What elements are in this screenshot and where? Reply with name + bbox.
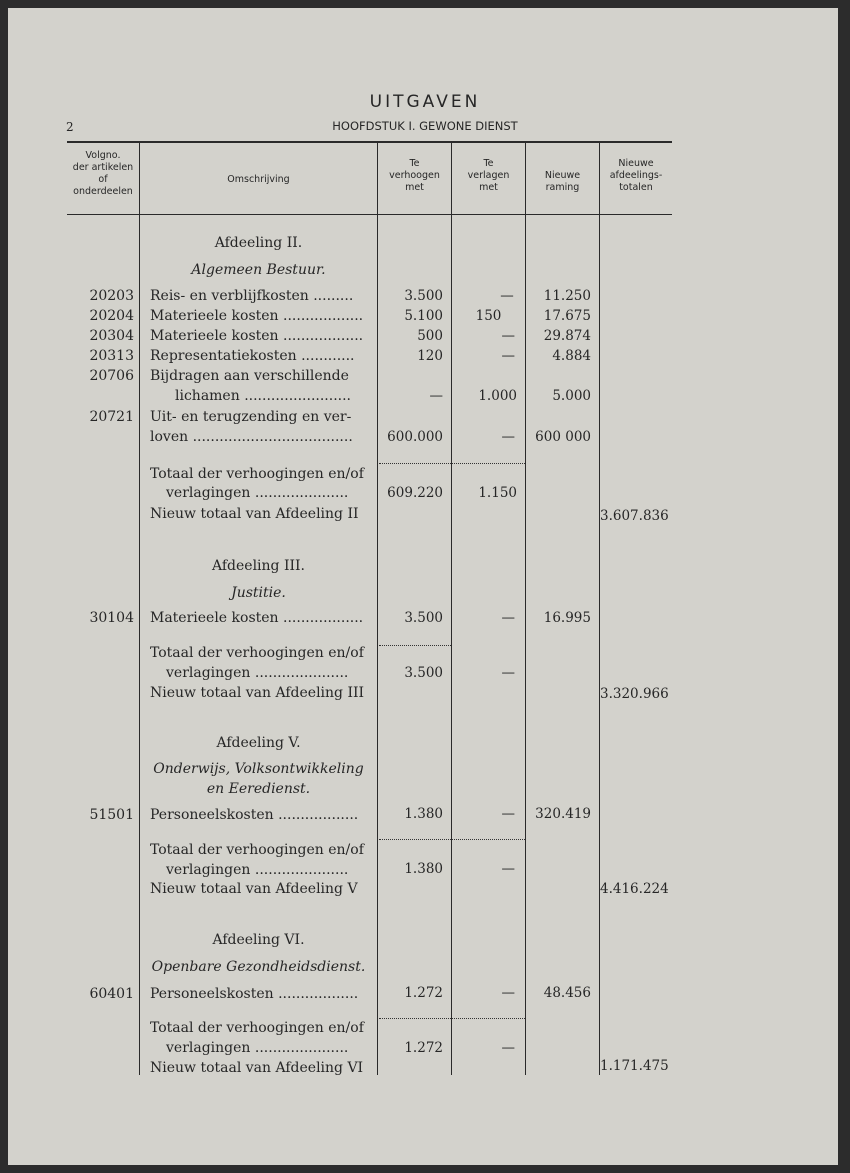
total-increase: 1.272 bbox=[404, 1040, 443, 1056]
total-decrease: 1.150 bbox=[478, 485, 517, 501]
header-decrease: Te verlagen met bbox=[467, 158, 510, 193]
total-decrease: — bbox=[501, 1040, 515, 1056]
total-increase: 1.380 bbox=[404, 861, 443, 877]
new-estimate-value: 5.000 bbox=[552, 388, 591, 404]
increase-value: 120 bbox=[417, 348, 443, 364]
increase-value: 1.380 bbox=[404, 806, 443, 822]
new-estimate-value: 320.419 bbox=[535, 806, 591, 822]
decrease-value: — bbox=[501, 429, 515, 445]
new-section-total: 1.171.475 bbox=[600, 1058, 669, 1074]
section-heading: Afdeeling III. bbox=[211, 558, 305, 574]
header-increase: Te verhoogen met bbox=[389, 158, 440, 193]
new-total-label: Nieuw totaal van Afdeeling V bbox=[150, 881, 358, 897]
column-divider bbox=[377, 215, 378, 1075]
item-description: Personeelskosten .................. bbox=[150, 986, 359, 1002]
section-heading: Afdeeling II. bbox=[214, 235, 303, 251]
new-estimate-value: 600 000 bbox=[535, 429, 591, 445]
new-estimate-value: 16.995 bbox=[543, 610, 591, 626]
new-estimate-value: 29.874 bbox=[543, 328, 591, 344]
section-subheading: Onderwijs, Volksontwikkeling bbox=[153, 761, 364, 777]
section-subheading: Algemeen Bestuur. bbox=[191, 262, 326, 278]
article-number: 20204 bbox=[89, 308, 134, 324]
article-number: 20203 bbox=[89, 288, 134, 304]
section-heading: Afdeeling V. bbox=[216, 735, 301, 751]
article-number: 20706 bbox=[89, 368, 134, 384]
header-bottom-rule bbox=[67, 214, 672, 215]
increase-value: 3.500 bbox=[404, 610, 443, 626]
decrease-value: — bbox=[501, 610, 515, 626]
new-total-label: Nieuw totaal van Afdeeling III bbox=[150, 685, 365, 701]
column-divider bbox=[451, 215, 452, 1075]
article-number: 60401 bbox=[89, 986, 134, 1002]
decrease-value: — bbox=[501, 348, 515, 364]
new-section-total: 3.320.966 bbox=[600, 686, 669, 702]
table-top-rule bbox=[67, 141, 672, 143]
new-total-label: Nieuw totaal van Afdeeling VI bbox=[150, 1060, 364, 1076]
total-label: Totaal der verhoogingen en/of bbox=[150, 645, 364, 661]
page-title: UITGAVEN bbox=[369, 92, 481, 112]
total-label-cont: verlagingen ..................... bbox=[166, 1040, 349, 1056]
increase-value: — bbox=[429, 388, 443, 404]
total-label: Totaal der verhoogingen en/of bbox=[150, 842, 364, 858]
article-number: 30104 bbox=[89, 610, 134, 626]
new-estimate-value: 17.675 bbox=[543, 308, 591, 324]
sum-line bbox=[379, 645, 451, 646]
new-total-label: Nieuw totaal van Afdeeling II bbox=[150, 506, 359, 522]
new-section-total: 3.607.836 bbox=[600, 508, 669, 524]
column-divider bbox=[525, 215, 526, 1075]
total-label-cont: verlagingen ..................... bbox=[166, 862, 349, 878]
increase-value: 5.100 bbox=[404, 308, 443, 324]
item-description: Reis- en verblijfkosten ......... bbox=[150, 288, 354, 304]
decrease-value: 1.000 bbox=[478, 388, 517, 404]
article-number: 20721 bbox=[89, 409, 134, 425]
decrease-value: — bbox=[501, 328, 515, 344]
item-description: Representatiekosten ............ bbox=[150, 348, 355, 364]
section-heading: Afdeeling VI. bbox=[212, 932, 305, 948]
article-number: 20313 bbox=[89, 348, 134, 364]
sum-line bbox=[379, 839, 525, 840]
header-new-totals: Nieuwe afdeelings- totalen bbox=[609, 158, 663, 193]
item-description: Materieele kosten .................. bbox=[150, 610, 364, 626]
decrease-value: — bbox=[501, 985, 515, 1001]
section-subheading: Openbare Gezondheidsdienst. bbox=[151, 959, 366, 975]
header-description: Omschrijving bbox=[227, 174, 290, 185]
total-label: Totaal der verhoogingen en/of bbox=[150, 1020, 364, 1036]
item-description: Personeelskosten .................. bbox=[150, 807, 359, 823]
total-label-cont: verlagingen ..................... bbox=[166, 485, 349, 501]
header-article-number: Volgno. der artikelen of onderdeelen bbox=[72, 150, 134, 197]
increase-value: 1.272 bbox=[404, 985, 443, 1001]
item-description: Bijdragen aan verschillende bbox=[150, 368, 349, 384]
item-description: Materieele kosten .................. bbox=[150, 308, 364, 324]
page-number: 2 bbox=[66, 120, 74, 134]
header-new-estimate: Nieuwe raming bbox=[544, 170, 581, 193]
sum-line bbox=[379, 463, 525, 464]
increase-value: 3.500 bbox=[404, 288, 443, 304]
total-decrease: — bbox=[501, 665, 515, 681]
decrease-value: — bbox=[501, 806, 515, 822]
item-description-cont: loven .................................... bbox=[150, 429, 353, 445]
column-divider bbox=[599, 215, 600, 1075]
item-description-cont: lichamen ........................ bbox=[175, 388, 352, 404]
total-increase: 3.500 bbox=[404, 665, 443, 681]
article-number: 20304 bbox=[89, 328, 134, 344]
increase-value: 600.000 bbox=[387, 429, 443, 445]
total-label-cont: verlagingen ..................... bbox=[166, 665, 349, 681]
item-description: Materieele kosten .................. bbox=[150, 328, 364, 344]
new-estimate-value: 48.456 bbox=[543, 985, 591, 1001]
total-increase: 609.220 bbox=[387, 485, 443, 501]
increase-value: 500 bbox=[417, 328, 443, 344]
section-subheading: Justitie. bbox=[231, 585, 286, 601]
total-decrease: — bbox=[501, 861, 515, 877]
new-section-total: 4.416.224 bbox=[600, 881, 669, 897]
page-subtitle: HOOFDSTUK I. GEWONE DIENST bbox=[332, 119, 518, 133]
decrease-value: 150 bbox=[475, 308, 502, 324]
sum-line bbox=[379, 1018, 525, 1019]
item-description: Uit- en terugzending en ver- bbox=[150, 409, 352, 425]
total-label: Totaal der verhoogingen en/of bbox=[150, 466, 364, 482]
decrease-value: — bbox=[500, 288, 514, 304]
section-subheading-cont: en Eeredienst. bbox=[206, 781, 311, 797]
article-number: 51501 bbox=[89, 807, 134, 823]
new-estimate-value: 11.250 bbox=[543, 288, 591, 304]
new-estimate-value: 4.884 bbox=[552, 348, 591, 364]
